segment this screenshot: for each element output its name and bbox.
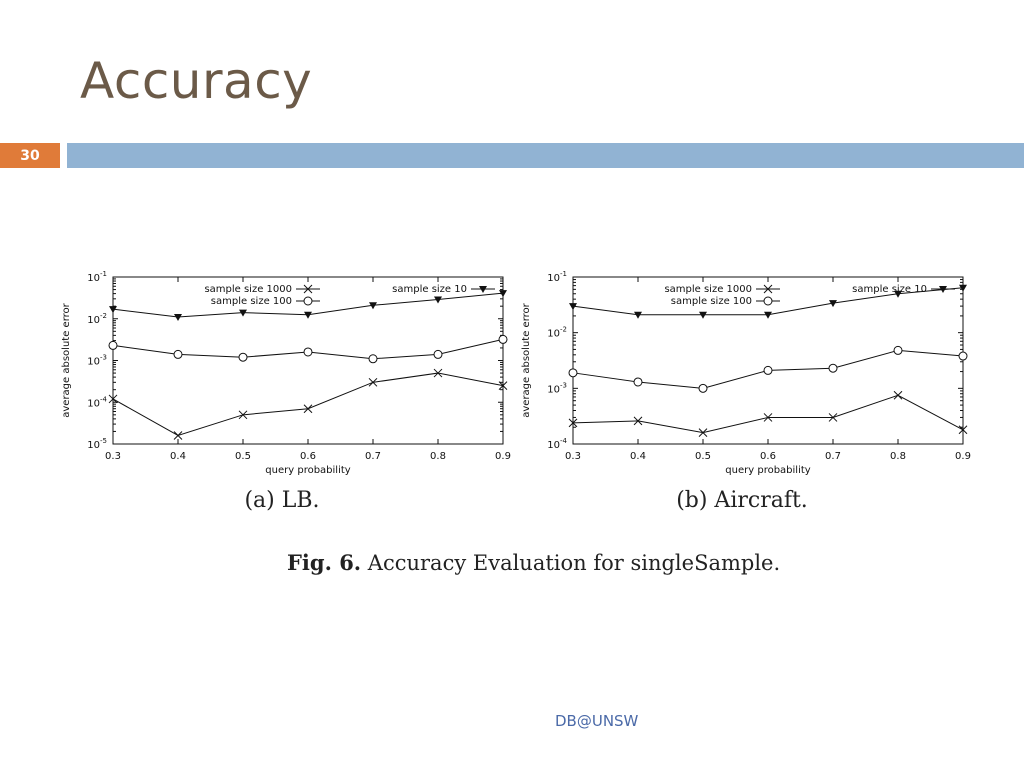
x-tick-label: 0.4: [630, 451, 646, 462]
chart-aircraft: [515, 262, 975, 482]
x-axis-title: query probability: [725, 465, 811, 476]
data-point: [239, 353, 247, 361]
data-point: [569, 369, 577, 377]
data-point: [174, 314, 182, 321]
data-point: [304, 348, 312, 356]
footer-text: DB@UNSW: [555, 712, 639, 730]
data-point: [764, 312, 772, 319]
data-point: [764, 366, 772, 374]
chart-lb: [55, 262, 515, 482]
x-tick-label: 0.7: [825, 451, 841, 462]
x-tick-label: 0.8: [890, 451, 906, 462]
data-point: [959, 352, 967, 360]
data-point: [699, 384, 707, 392]
figure-caption-text: Accuracy Evaluation for singleSample.: [361, 551, 781, 575]
figure-caption-label: Fig. 6.: [287, 550, 362, 575]
y-tick-label: $10^{-4}$: [87, 395, 107, 410]
x-tick-label: 0.6: [760, 451, 776, 462]
x-tick-label: 0.3: [105, 451, 121, 462]
legend-marker: [764, 297, 772, 305]
legend-label: sample size 10: [392, 284, 467, 295]
page-number-badge: 30: [0, 143, 60, 168]
data-point: [369, 355, 377, 363]
title-divider-bar: [67, 143, 1024, 168]
x-tick-label: 0.9: [955, 451, 971, 462]
x-tick-label: 0.5: [235, 451, 251, 462]
data-point: [174, 350, 182, 358]
x-tick-label: 0.6: [300, 451, 316, 462]
data-point: [894, 391, 902, 399]
x-tick-label: 0.4: [170, 451, 186, 462]
figure-caption: [287, 550, 780, 575]
subcaption-aircraft: (b) Aircraft.: [676, 488, 808, 513]
data-point: [634, 378, 642, 386]
x-axis-title: query probability: [265, 465, 351, 476]
data-point: [894, 346, 902, 354]
data-point: [109, 341, 117, 349]
y-axis-title: average absolute error: [521, 303, 532, 418]
y-tick-label: $10^{-2}$: [87, 311, 107, 326]
x-tick-label: 0.3: [565, 451, 581, 462]
x-tick-label: 0.7: [365, 451, 381, 462]
y-tick-label: $10^{-2}$: [547, 325, 567, 340]
y-tick-label: $10^{-3}$: [87, 353, 107, 368]
y-tick-label: $10^{-5}$: [87, 437, 107, 451]
data-point: [699, 312, 707, 319]
legend-label: sample size 100: [670, 296, 752, 307]
data-point: [304, 312, 312, 319]
data-point: [829, 364, 837, 372]
y-tick-label: $10^{-3}$: [547, 381, 567, 396]
slide-title: Accuracy: [80, 52, 313, 110]
data-point: [634, 312, 642, 319]
series-line: [573, 395, 963, 432]
y-tick-label: $10^{-1}$: [87, 270, 107, 284]
y-tick-label: $10^{-4}$: [547, 437, 567, 451]
legend-marker: [304, 297, 312, 305]
legend-label: sample size 100: [210, 296, 292, 307]
subcaption-lb: (a) LB.: [244, 488, 320, 513]
legend-label: sample size 1000: [664, 284, 752, 295]
data-point: [174, 431, 182, 439]
x-tick-label: 0.8: [430, 451, 446, 462]
data-point: [499, 335, 507, 343]
series-line: [113, 373, 503, 435]
data-point: [434, 350, 442, 358]
y-axis-title: average absolute error: [61, 303, 72, 418]
y-tick-label: $10^{-1}$: [547, 270, 567, 284]
legend-label: sample size 1000: [204, 284, 292, 295]
x-tick-label: 0.5: [695, 451, 711, 462]
x-tick-label: 0.9: [495, 451, 511, 462]
legend-label: sample size 10: [852, 284, 927, 295]
